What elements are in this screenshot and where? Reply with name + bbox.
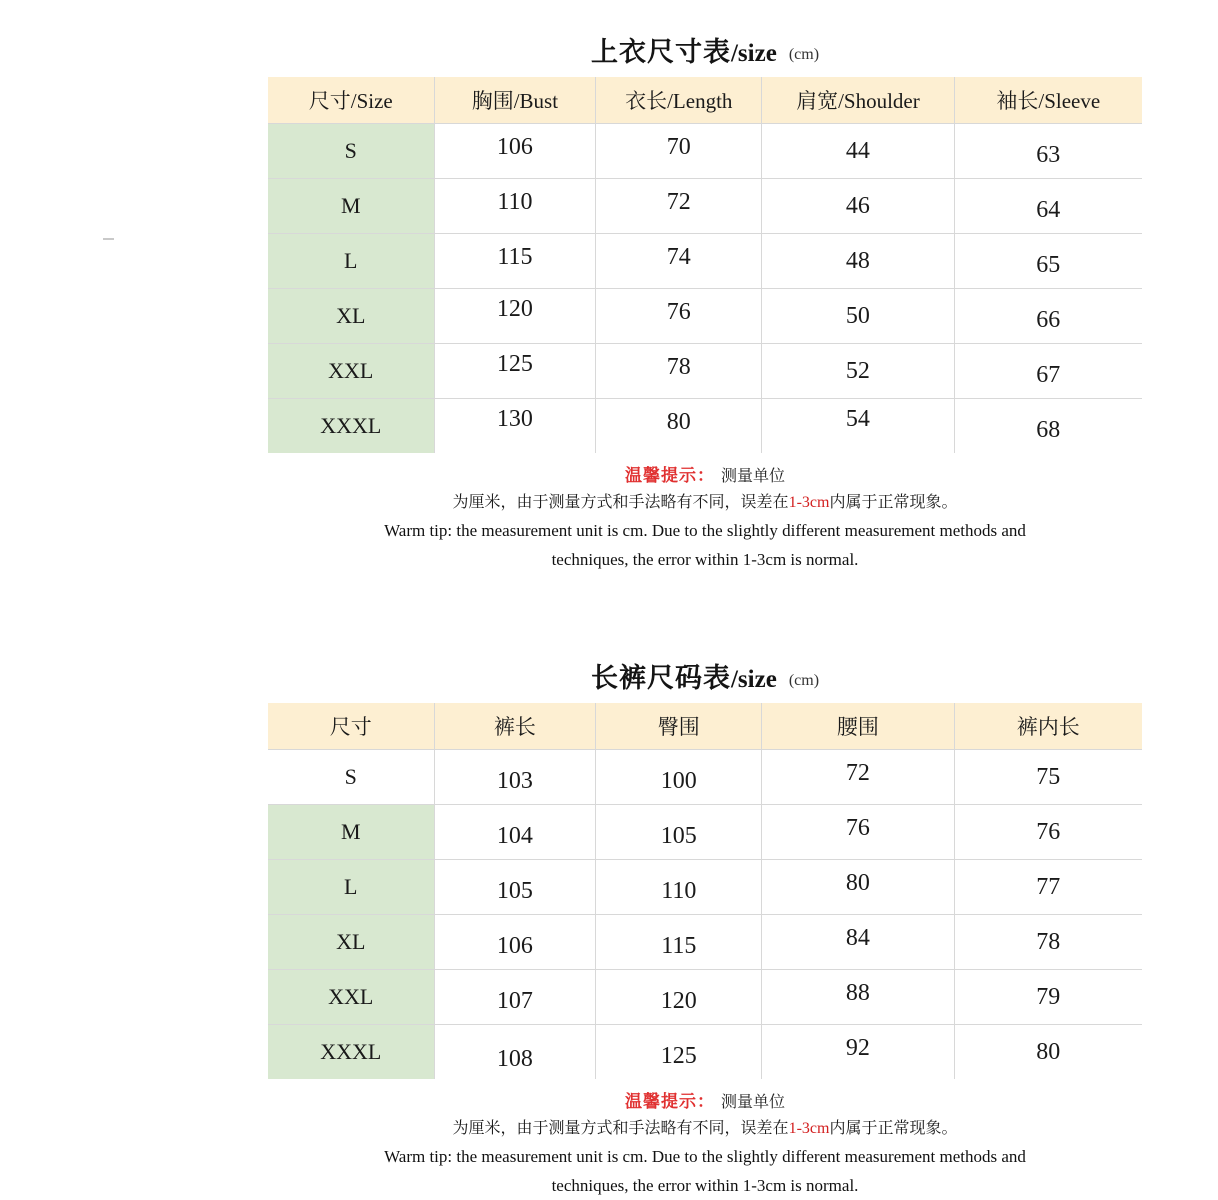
- pants-title-unit: (cm): [788, 672, 820, 689]
- upper-value-bust: 120: [496, 295, 533, 322]
- pants-cell-hip: [596, 1025, 762, 1080]
- pants-cell-size: XXL: [268, 970, 434, 1025]
- pants-value-hip: 120: [660, 987, 697, 1014]
- upper-tip-line2: [288, 491, 1122, 515]
- upper-col-length: 衣长/Length: [596, 77, 762, 124]
- pants-value-inseam: 77: [1036, 873, 1061, 900]
- upper-value-length: 70: [666, 133, 691, 160]
- upper-cell-sleeve: [954, 234, 1142, 289]
- upper-cell-bust: [434, 179, 596, 234]
- pants-cell-inseam: [954, 750, 1142, 805]
- table-row: [268, 399, 1142, 454]
- upper-col-sleeve: 袖长/Sleeve: [954, 77, 1142, 124]
- pants-value-waist: 84: [845, 924, 870, 951]
- upper-tip-line2-red: 1-3cm: [788, 494, 830, 511]
- upper-value-sleeve: 65: [1036, 251, 1061, 278]
- upper-cell-bust: [434, 399, 596, 454]
- pants-value-inseam: 75: [1036, 763, 1061, 790]
- upper-value-length: 80: [666, 408, 691, 435]
- pants-value-hip: 100: [660, 767, 697, 794]
- upper-value-sleeve: 67: [1036, 361, 1061, 388]
- pants-tip-line2-a: 为厘米，由于测量方式和手法略有不同，误差在: [452, 1120, 789, 1137]
- upper-tip-warm-label: 温馨提示：: [624, 466, 715, 485]
- pants-cell-hip: [596, 805, 762, 860]
- upper-tip-line1: [288, 463, 1122, 489]
- pants-value-inseam: 80: [1036, 1038, 1061, 1065]
- table-row: [268, 179, 1142, 234]
- upper-cell-length: [596, 399, 762, 454]
- pants-cell-pant-length: [434, 860, 596, 915]
- upper-cell-shoulder: [762, 344, 954, 399]
- pants-value-inseam: 79: [1036, 983, 1061, 1010]
- upper-tip-en-line2: techniques, the error within 1-3cm is normal.: [551, 549, 859, 569]
- pants-table-header-row: [268, 703, 1142, 750]
- table-row: [268, 344, 1142, 399]
- table-row: [268, 860, 1142, 915]
- upper-title-en: /size: [730, 40, 777, 67]
- pants-cell-hip: [596, 915, 762, 970]
- pants-cell-waist: [762, 860, 954, 915]
- pants-value-inseam: 78: [1036, 928, 1061, 955]
- upper-table-header-row: [268, 77, 1142, 124]
- pants-size-table: [268, 703, 1142, 1079]
- upper-value-sleeve: 68: [1036, 416, 1061, 443]
- upper-size-chart-card: [268, 4, 1142, 582]
- upper-cell-size: M: [268, 179, 434, 234]
- pants-col-hip: 臀围: [596, 703, 762, 750]
- upper-value-bust: 130: [496, 405, 533, 432]
- pants-col-size: 尺寸: [268, 703, 434, 750]
- pants-cell-hip: [596, 750, 762, 805]
- pants-value-pant-length: 105: [496, 877, 533, 904]
- pants-value-hip: 115: [661, 932, 697, 959]
- pants-cell-pant-length: [434, 915, 596, 970]
- upper-col-bust: 胸围/Bust: [434, 77, 596, 124]
- upper-value-length: 76: [666, 298, 691, 325]
- pants-cell-waist: [762, 1025, 954, 1080]
- pants-cell-size: L: [268, 860, 434, 915]
- pants-cell-pant-length: [434, 750, 596, 805]
- table-row: [268, 124, 1142, 179]
- pants-tip-warm-label: 温馨提示：: [624, 1092, 715, 1111]
- pants-title-en: /size: [730, 666, 777, 693]
- pants-cell-size: XL: [268, 915, 434, 970]
- upper-tip-unit-label: 测量单位: [720, 468, 785, 485]
- pants-value-hip: 110: [661, 877, 697, 904]
- upper-value-shoulder: 54: [845, 405, 870, 432]
- upper-cell-size: XL: [268, 289, 434, 344]
- table-row: [268, 234, 1142, 289]
- upper-cell-sleeve: [954, 179, 1142, 234]
- upper-chart-title: [268, 4, 1142, 77]
- table-row: [268, 970, 1142, 1025]
- upper-cell-shoulder: [762, 124, 954, 179]
- upper-value-shoulder: 52: [845, 357, 870, 384]
- table-row: [268, 1025, 1142, 1080]
- pants-value-waist: 80: [845, 869, 870, 896]
- upper-cell-length: [596, 124, 762, 179]
- upper-value-sleeve: 66: [1036, 306, 1061, 333]
- pants-chart-title: [268, 630, 1142, 703]
- pants-cell-size: S: [268, 750, 434, 805]
- upper-cell-shoulder: [762, 399, 954, 454]
- table-row: [268, 289, 1142, 344]
- upper-title-cn: 上衣尺寸表: [590, 37, 731, 67]
- upper-col-shoulder: 肩宽/Shoulder: [762, 77, 954, 124]
- pants-tip-line1: [288, 1089, 1122, 1115]
- table-row: [268, 915, 1142, 970]
- upper-value-sleeve: 63: [1036, 141, 1061, 168]
- upper-col-size: 尺寸/Size: [268, 77, 434, 124]
- pants-cell-pant-length: [434, 970, 596, 1025]
- upper-value-shoulder: 44: [845, 137, 870, 164]
- upper-warm-tip: [268, 453, 1142, 572]
- upper-value-bust: 110: [497, 188, 533, 215]
- pants-value-inseam: 76: [1036, 818, 1061, 845]
- pants-tip-unit-label: 测量单位: [720, 1094, 785, 1111]
- upper-cell-length: [596, 344, 762, 399]
- pants-cell-waist: [762, 970, 954, 1025]
- upper-tip-line2-b: 内属于正常现象。: [829, 494, 958, 511]
- upper-value-sleeve: 64: [1036, 196, 1061, 223]
- pants-col-inseam: 裤内长: [954, 703, 1142, 750]
- pants-cell-waist: [762, 915, 954, 970]
- upper-cell-size: L: [268, 234, 434, 289]
- pants-cell-hip: [596, 970, 762, 1025]
- pants-value-pant-length: 108: [496, 1045, 533, 1072]
- pants-value-hip: 105: [660, 822, 697, 849]
- pants-title-cn: 长裤尺码表: [590, 663, 731, 693]
- upper-title-unit: (cm): [788, 46, 820, 63]
- upper-size-table: [268, 77, 1142, 453]
- pants-value-waist: 88: [845, 979, 870, 1006]
- pants-value-waist: 76: [845, 814, 870, 841]
- upper-value-length: 74: [666, 243, 691, 270]
- pants-tip-line2-red: 1-3cm: [788, 1120, 830, 1137]
- pants-size-chart-card: [268, 630, 1142, 1196]
- upper-cell-shoulder: [762, 179, 954, 234]
- pants-value-waist: 72: [845, 759, 870, 786]
- pants-tip-line2-b: 内属于正常现象。: [829, 1120, 958, 1137]
- upper-value-shoulder: 48: [845, 247, 870, 274]
- pants-value-pant-length: 103: [496, 767, 533, 794]
- upper-value-shoulder: 50: [845, 302, 870, 329]
- upper-cell-bust: [434, 344, 596, 399]
- pants-cell-waist: [762, 750, 954, 805]
- upper-cell-length: [596, 289, 762, 344]
- pants-value-pant-length: 104: [496, 822, 533, 849]
- pants-cell-hip: [596, 860, 762, 915]
- pants-col-waist: 腰围: [762, 703, 954, 750]
- upper-cell-sleeve: [954, 344, 1142, 399]
- table-row: [268, 805, 1142, 860]
- upper-cell-size: S: [268, 124, 434, 179]
- pants-tip-line2: [288, 1117, 1122, 1141]
- upper-cell-sleeve: [954, 124, 1142, 179]
- pants-col-pant-length: 裤长: [434, 703, 596, 750]
- pants-cell-waist: [762, 805, 954, 860]
- upper-cell-bust: [434, 289, 596, 344]
- upper-value-length: 72: [666, 188, 691, 215]
- pants-cell-inseam: [954, 805, 1142, 860]
- pants-value-pant-length: 107: [496, 987, 533, 1014]
- upper-cell-shoulder: [762, 289, 954, 344]
- pants-cell-pant-length: [434, 805, 596, 860]
- upper-cell-size: XXL: [268, 344, 434, 399]
- upper-cell-sleeve: [954, 399, 1142, 454]
- pants-cell-size: M: [268, 805, 434, 860]
- pants-value-waist: 92: [845, 1034, 870, 1061]
- pants-tip-en-line1: Warm tip: the measurement unit is cm. Due to the slightly different measurement methods and: [384, 1147, 1026, 1166]
- pants-cell-inseam: [954, 860, 1142, 915]
- scan-speck: [103, 238, 114, 240]
- pants-cell-size: XXXL: [268, 1025, 434, 1080]
- upper-value-bust: 125: [496, 350, 533, 377]
- upper-tip-line2-a: 为厘米，由于测量方式和手法略有不同，误差在: [452, 494, 789, 511]
- upper-value-shoulder: 46: [845, 192, 870, 219]
- pants-tip-en-line2: techniques, the error within 1-3cm is normal.: [551, 1175, 859, 1195]
- upper-cell-bust: [434, 234, 596, 289]
- upper-cell-sleeve: [954, 289, 1142, 344]
- upper-value-bust: 115: [497, 243, 533, 270]
- upper-cell-bust: [434, 124, 596, 179]
- upper-tip-en-line1: Warm tip: the measurement unit is cm. Due to the slightly different measurement methods and: [384, 521, 1026, 540]
- upper-value-length: 78: [666, 353, 691, 380]
- pants-cell-inseam: [954, 915, 1142, 970]
- pants-cell-inseam: [954, 1025, 1142, 1080]
- upper-value-bust: 106: [496, 133, 533, 160]
- upper-cell-shoulder: [762, 234, 954, 289]
- pants-value-hip: 125: [660, 1042, 697, 1069]
- upper-cell-size: XXXL: [268, 399, 434, 454]
- pants-cell-inseam: [954, 970, 1142, 1025]
- table-row: [268, 750, 1142, 805]
- pants-cell-pant-length: [434, 1025, 596, 1080]
- pants-value-pant-length: 106: [496, 932, 533, 959]
- upper-cell-length: [596, 234, 762, 289]
- pants-warm-tip: [268, 1079, 1142, 1198]
- upper-cell-length: [596, 179, 762, 234]
